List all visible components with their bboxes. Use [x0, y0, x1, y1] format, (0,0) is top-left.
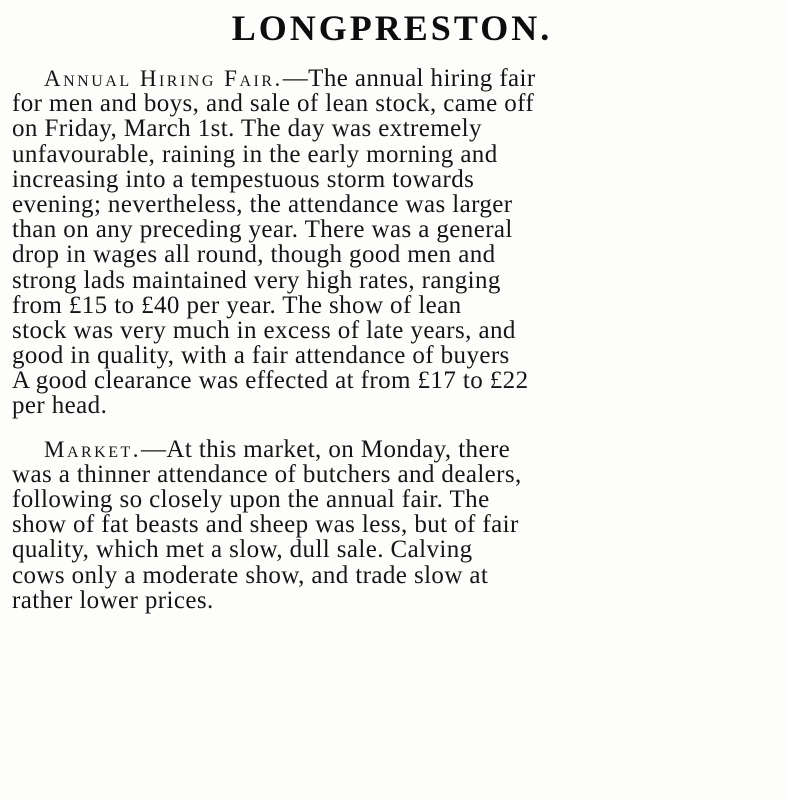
headline: LONGPRESTON. — [231, 8, 553, 48]
article-line: from £15 to £40 per year. The show of lean — [12, 291, 462, 319]
article-line: than on any preceding year. There was a general — [12, 216, 513, 244]
article-line: for men and boys, and sale of lean stock, came off — [12, 90, 535, 118]
article-line: evening; nevertheless, the attendance was larger — [12, 190, 513, 218]
article-hiring-fair — [12, 66, 772, 419]
article-market — [12, 437, 772, 613]
article-line: following so closely upon the annual fair. The — [12, 486, 490, 513]
article-line: show of fat beasts and sheep was less, but of fair — [12, 511, 519, 539]
article-line: rather lower prices. — [12, 586, 214, 614]
article-lead: Market. — [44, 436, 142, 462]
article-line: increasing into a tempestuous storm towards — [12, 165, 475, 193]
article-line — [12, 437, 772, 462]
article-line: drop in wages all round, though good men and — [12, 241, 496, 269]
article-line: was a thinner attendance of butchers and dealers, — [12, 460, 522, 488]
article-line: A good clearance was effected at from £17 to £22 — [12, 367, 529, 395]
article-line: good in quality, with a fair attendance of buyers — [12, 342, 510, 370]
article-line: stock was very much in excess of late years, and — [12, 316, 516, 344]
article-lead: Annual Hiring Fair. — [44, 66, 283, 91]
article-line — [12, 66, 772, 91]
article-line: cows only a moderate show, and trade slow at — [12, 561, 489, 589]
article-line-text: —The annual hiring fair — [282, 65, 536, 92]
article-line: unfavourable, raining in the early morning and — [12, 140, 498, 168]
article-line-text: —At this market, on Monday, there — [141, 435, 511, 463]
article-line: per head. — [12, 392, 108, 420]
article-line: strong lads maintained very high rates, ranging — [12, 266, 501, 294]
article-line: quality, which met a slow, dull sale. Calving — [12, 536, 473, 564]
article-line: on Friday, March 1st. The day was extremely — [12, 115, 482, 143]
